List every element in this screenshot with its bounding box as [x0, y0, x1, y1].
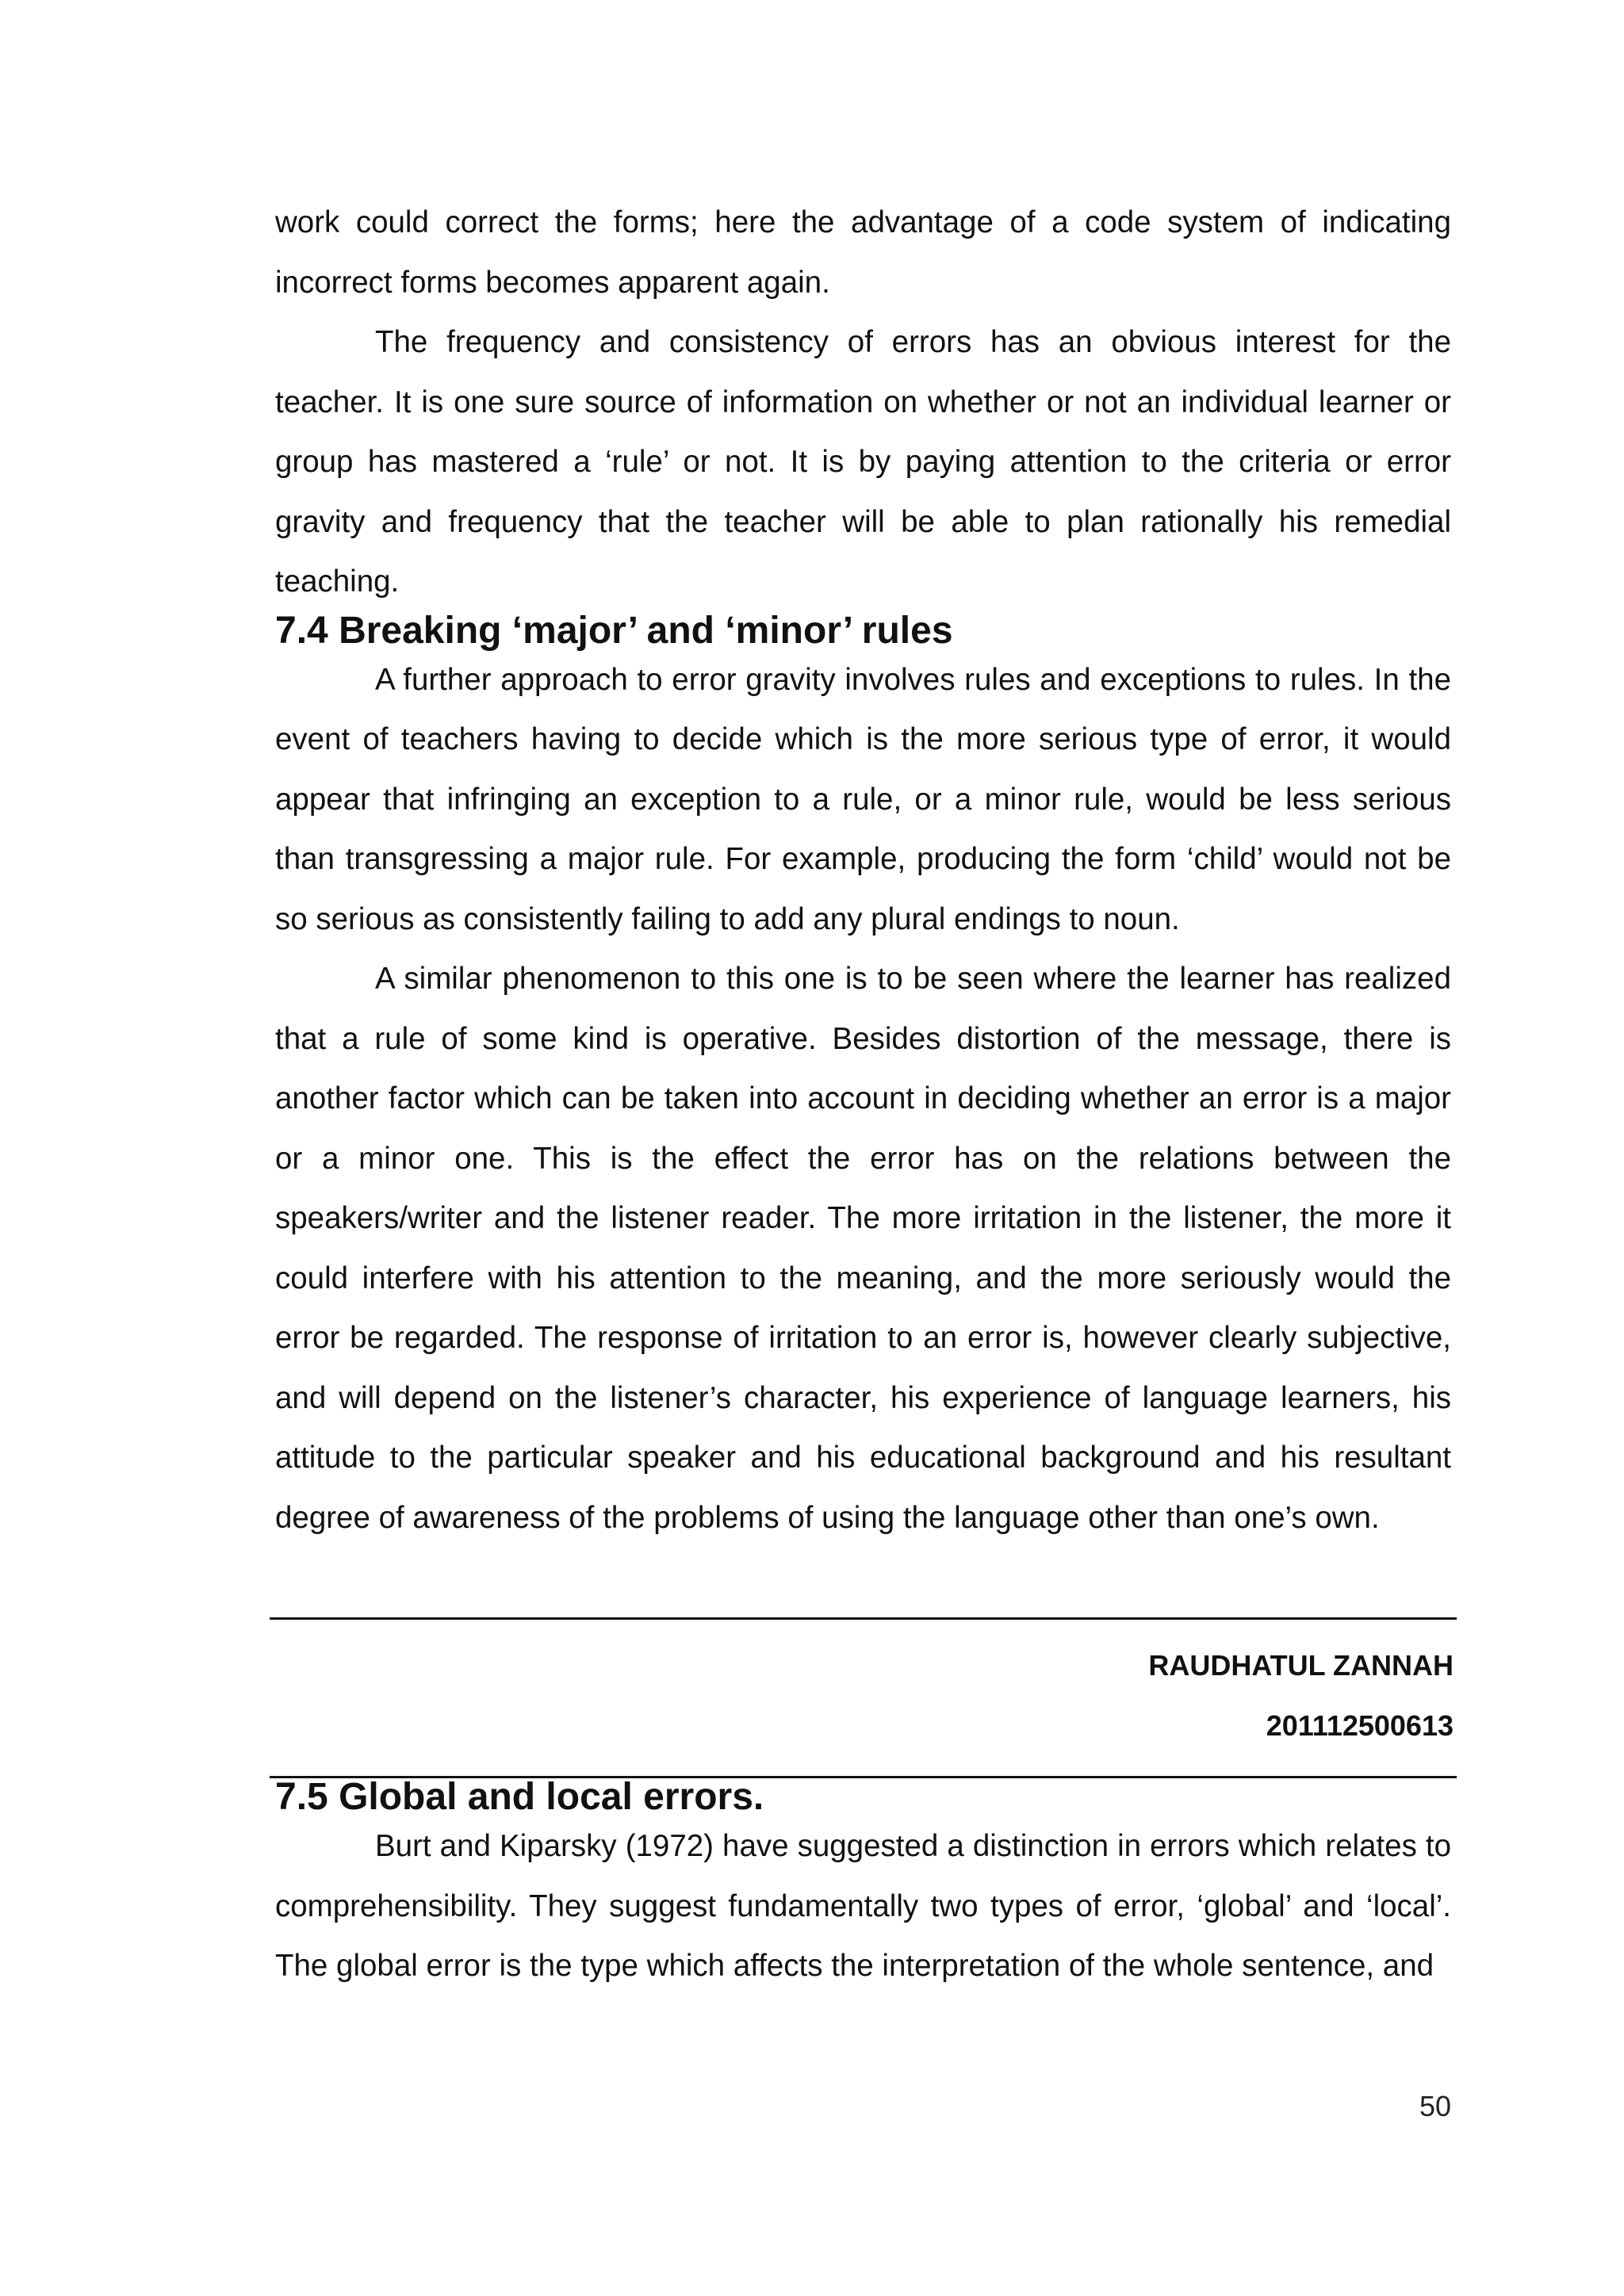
author-block	[270, 1617, 1457, 1778]
author-id: 201112500613	[1266, 1709, 1454, 1742]
paragraph-error-gravity: A further approach to error gravity involves rules and exceptions to rules. In the event of teachers having to decide which is the more serious type of error, it would appear that infringing an exception to a rule, or a minor rule, would be less serious than transgressing a major rule. For example, producing the form ‘child’ would not be so serious as consistently failing to add any plural endings to noun.	[275, 662, 1451, 936]
paragraph-frequency: The frequency and consistency of errors has an obvious interest for the teacher. It is one sure source of information on whether or not an individual learner or group has mastered a ‘rule’ or not. It is by paying attention to the criteria or error gravity and frequency that the teacher will be able to plan rationally his remedial teaching.	[275, 325, 1451, 599]
paragraph-irritation: A similar phenomenon to this one is to be seen where the learner has realized that a rule of some kind is operative. Besides distortion of the message, there is another factor which can be taken into account in deciding whether an error is a major or a minor one. This is the effect the error has on the relations between the speakers/writer and the listener reader. The more irritation in the listener, the more it could interfere with his attention to the meaning, and the more seriously would the error be regarded. The response of irritation to an error is, however clearly subjective, and will depend on the listener’s character, his experience of language learners, his attitude to the particular speaker and his educational background and his resultant degree of awareness of the problems of using the language other than one’s own.	[275, 962, 1451, 1535]
page-number: 50	[1419, 2090, 1451, 2122]
section-heading-7-5: 7.5 Global and local errors.	[275, 1776, 764, 1818]
paragraph-global-local: Burt and Kiparsky (1972) have suggested a distinction in errors which relates to comprehensibility. They suggest fundamentally two types of error, ‘global’ and ‘local’. The global error is the type which affects the interpretation of the whole sentence, and	[275, 1829, 1451, 1983]
author-name: RAUDHATUL ZANNAH	[1148, 1649, 1454, 1682]
page-content	[275, 193, 1454, 1996]
paragraph-continuation: work could correct the forms; here the advantage of a code system of indicating incorrect forms becomes apparent again.	[275, 205, 1451, 300]
section-heading-7-4: 7.4 Breaking ‘major’ and ‘minor’ rules	[275, 609, 953, 652]
